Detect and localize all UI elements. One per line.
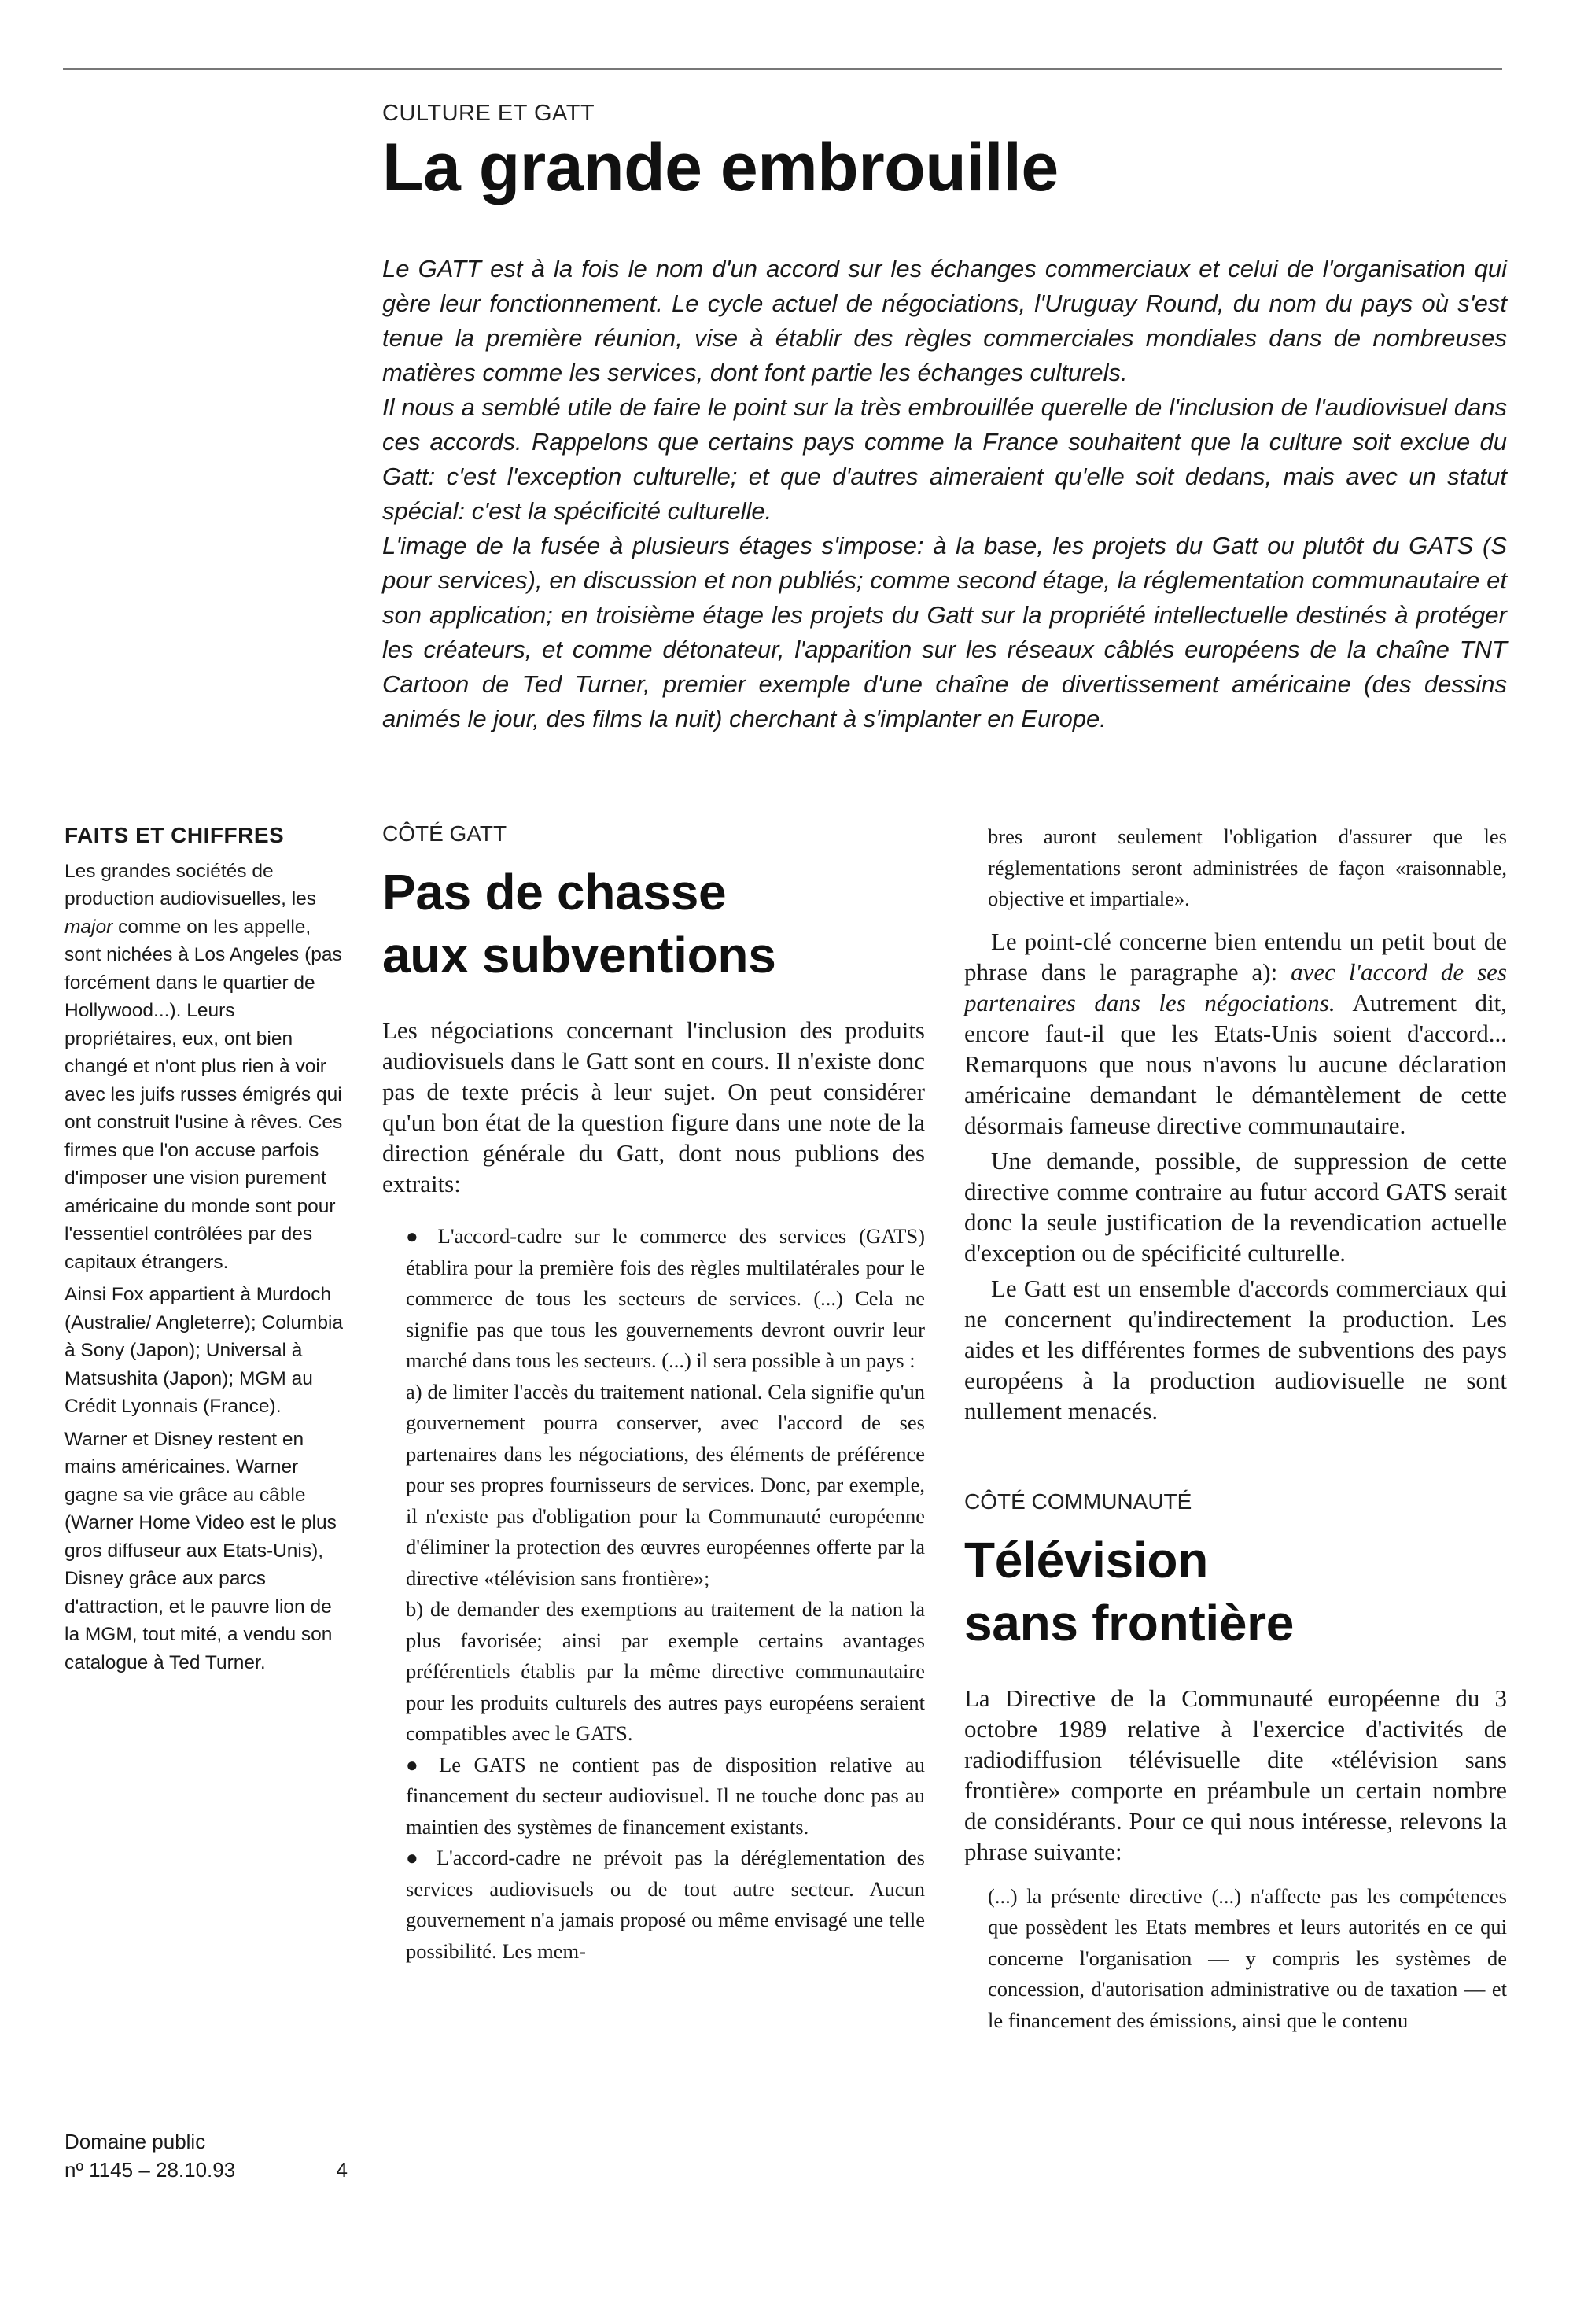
quote-text: L'accord-cadre sur le commerce des services (GATS) établira pour la première fois des règles multilatérales pour le commerce de tous les secteurs de services. (...) Cela ne signifie pas que tous les gouvernements devront ouvrir leur marché dans tous les secteurs. (...) il sera possible à un pays : — [406, 1224, 925, 1372]
body-text: Le point-clé concerne bien entendu un petit bout de phrase dans le paragraphe a): — [964, 927, 1507, 986]
sidebar-heading: FAITS ET CHIFFRES — [64, 823, 285, 847]
sidebar-text: Les grandes sociétés de production audiovisuelles, les — [64, 860, 317, 909]
sidebar-facts — [64, 821, 348, 1681]
section-title-line: Pas de chasse — [382, 864, 727, 920]
gatt-quote — [382, 1221, 925, 1967]
body-text: Autrement dit, encore faut-il que les Etats-Unis soient d'accord... Remarquons que nous n'avons lu aucune déclaration américaine demandant le démantèlement de cette désormais fameuse directive communautaire. — [964, 988, 1507, 1139]
quote-item: b) de demander des exemptions au traitement de la nation la plus favorisée; ainsi par exemple certains avantages préférentiels établis par la même directive communautaire pour les produits culturels des autres pays européens seraient compatibles avec le GATS. — [406, 1597, 925, 1745]
body-paragraph: Une demande, possible, de suppression de cette directive comme contraire au futur accord GATS serait donc la seule justification de la revendication actuelle d'exception ou de spécificité culturelle. — [964, 1146, 1507, 1267]
page-title: La grande embrouille — [382, 130, 1059, 205]
intro-text — [382, 252, 1507, 736]
bullet-icon: ● — [406, 1753, 440, 1776]
gatt-quote-continued — [964, 821, 1507, 915]
section-gatt — [382, 821, 925, 1967]
quote-bullet — [406, 1221, 925, 1377]
section-body: Les négociations concernant l'inclusion des produits audiovisuels dans le Gatt sont en cours. Il n'existe donc pas de texte précis à leur sujet. On peut considérer qu'un bon état de la question figure dans une note de la direction générale du Gatt, dont nous publions des extraits: — [382, 1016, 925, 1197]
intro-paragraph: L'image de la fusée à plusieurs étages s'impose: à la base, les projets du Gatt ou plutôt du GATS (S pour services), en discussion et non publiés; comme second étage, la réglementation communautaire et son application; en troisième étage les projets du Gatt sur la propriété intellectuelle destinés à protéger les créateurs, et comme détonateur, l'apparition sur les réseaux câblés européens de la chaîne TNT Cartoon de Ted Turner, premier exemple d'une chaîne de divertissement américaine (des dessins animés le jour, des films la nuit) cherchant à s'implanter en Europe. — [382, 532, 1507, 732]
section-title — [382, 861, 925, 987]
quote-text: (...) la présente directive (...) n'affecte pas les compétences que possèdent les Etats membres et leurs autorités en ce qui concerne l'organisation — y compris les systèmes de concession, d'autorisation administrative ou de taxation — et le financement des émissions, ainsi que le contenu — [988, 1883, 1507, 2032]
section-body: La Directive de la Communauté européenne du 3 octobre 1989 relative à l'exercice d'activités de radiodiffusion télévisuelle dite «télévision sans frontière» comporte en préambule un certain nombre de considérants. Pour ce qui nous intéresse, relevons la phrase suivante: — [964, 1684, 1507, 1865]
page-number: 4 — [336, 2158, 348, 2182]
publication-name: Domaine public — [64, 2130, 206, 2153]
sidebar-text: comme on les appelle, sont nichées à Los Angeles (pas forcément dans le quartier de Hollywood...). Leurs propriétaires, eux, ont bien changé et n'ont plus rien à voir avec les juifs russes émigrés qui ont construit l'usine à rêves. Ces firmes que l'on accuse parfois d'imposer une vision purement américaine du monde sont pour l'essentiel contrôlées par des capitaux étrangers. — [64, 916, 343, 1273]
sidebar-paragraph: Warner et Disney restent en mains américaines. Warner gagne sa vie grâce au câble (Warner Home Video est le plus gros diffuseur aux Etats-Unis), Disney grâce aux parcs d'attraction, et le pauvre lion de la MGM, tout mité, a vendu son catalogue à Ted Turner. — [64, 1428, 337, 1673]
section-communaute — [964, 1489, 1507, 2037]
section-title-line: aux subventions — [382, 927, 776, 983]
quote-text: bres auront seulement l'obligation d'assurer que les réglementations seront administrées de façon «raisonnable, objective et impartiale». — [988, 824, 1507, 910]
issue-number: nº 1145 – 28.10.93 — [64, 2158, 236, 2182]
section-title — [964, 1529, 1507, 1654]
body-emphasis: avec l'accord de ses partenaires dans les négociations. — [964, 957, 1507, 1016]
section-kicker: CÔTÉ GATT — [382, 821, 507, 846]
quote-bullet — [406, 1843, 925, 1967]
intro-paragraph: Il nous a semblé utile de faire le point sur la très embrouillée querelle de l'inclusion de l'audiovisuel dans ces accords. Rappelons que certains pays comme la France souhaitent que la culture soit exclue du Gatt: c'est l'exception culturelle; et que d'autres aimeraient qu'elle soit dedans, mais avec un statut spécial: c'est la spécificité culturelle. — [382, 393, 1507, 525]
header-kicker: CULTURE ET GATT — [382, 101, 595, 126]
directive-quote — [964, 1881, 1507, 2037]
quote-text: L'accord-cadre ne prévoit pas la déréglementation des services audiovisuels ou de tout autre secteur. Aucun gouvernement n'a jamais proposé ou même envisagé une telle possibilité. Les mem- — [406, 1846, 925, 1963]
page-footer — [64, 2127, 348, 2184]
sidebar-emphasis: major — [64, 916, 113, 938]
body-paragraph: Le Gatt est un ensemble d'accords commerciaux qui ne concernent qu'indirectement la production. Les aides et les différentes formes de subventions des pays européens à la production audiovisuelle ne sont nullement menacés. — [964, 1274, 1507, 1425]
section-kicker: CÔTÉ COMMUNAUTÉ — [964, 1488, 1192, 1514]
section-title-line: Télévision — [964, 1531, 1209, 1588]
top-rule — [63, 68, 1502, 70]
section-title-line: sans frontière — [964, 1594, 1295, 1651]
quote-bullet — [406, 1750, 925, 1843]
quote-text: Le GATS ne contient pas de disposition relative au financement du secteur audiovisuel. Il ne touche donc pas au maintien des systèmes de financement existants. — [406, 1752, 925, 1839]
right-column — [964, 821, 1507, 2036]
intro-paragraph: Le GATT est à la fois le nom d'un accord sur les échanges commerciaux et celui de l'organisation qui gère leur fonctionnement. Le cycle actuel de négociations, l'Uruguay Round, du nom du pays où s'est tenue la première réunion, vise à établir des règles commerciales mondiales dans de nombreuses matières comme les services, dont font partie les échanges culturels. — [382, 255, 1507, 386]
footer-row — [64, 2156, 348, 2184]
quote-item: a) de limiter l'accès du traitement national. Cela signifie qu'un gouvernement pourra conserver, avec l'accord de ses partenaires dans les négociations, des éléments de préférence pour ses propres fournisseurs de services. Donc, par exemple, il n'existe pas d'obligation pour la Communauté européenne d'éliminer la protection des œuvres européennes offerte par la directive «télévision sans frontière»; — [406, 1379, 925, 1590]
body-paragraph — [964, 926, 1507, 1141]
sidebar-paragraph: Ainsi Fox appartient à Murdoch (Australie/ Angleterre); Columbia à Sony (Japon); Universal à Matsushita (Japon); MGM au Crédit Lyonnais (France). — [64, 1284, 344, 1417]
bullet-icon: ● — [406, 1846, 437, 1869]
sidebar-paragraph — [64, 858, 348, 1277]
bullet-icon: ● — [406, 1225, 438, 1248]
